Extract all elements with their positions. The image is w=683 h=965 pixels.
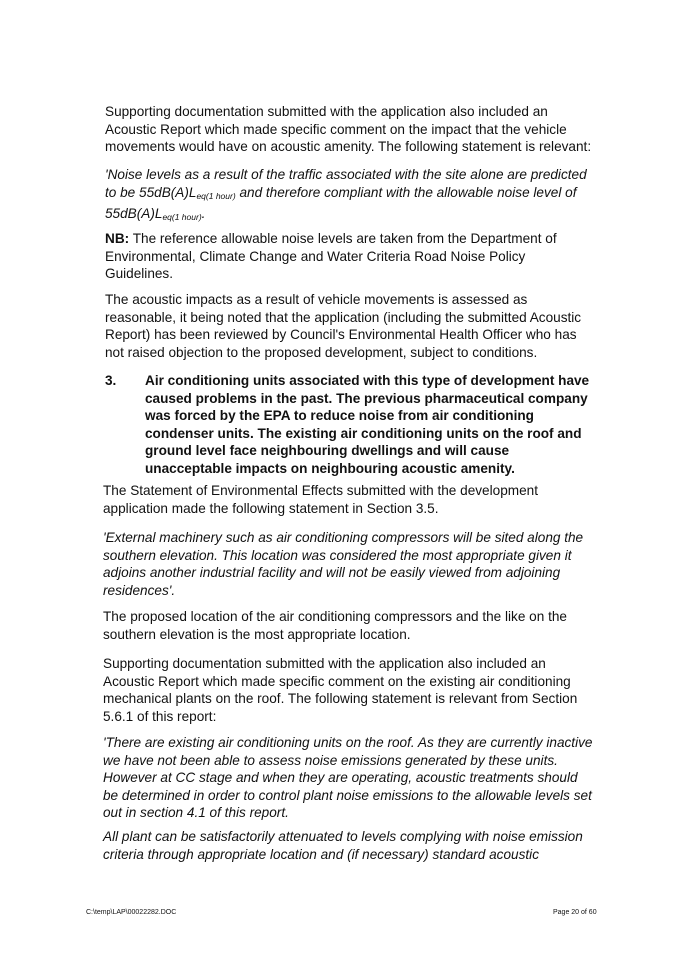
- quote-plant-attenuation: All plant can be satisfactorily attenuated to levels complying with noise emission criteria through appropriate location and (if necessary) standard acoustic: [103, 829, 583, 862]
- subscript-leq-2: eq(1 hour): [162, 212, 202, 223]
- footer-page-number: Page 20 of 60: [553, 909, 597, 916]
- quote-traffic-noise: [105, 166, 595, 227]
- point-heading-air-conditioning: Air conditioning units associated with this type of development have caused problems in the past. The previous pharmaceutical company was forced by the EPA to reduce noise from air conditioning condenser units. The existing air conditioning units on the roof and ground level face neighbouring dwellings and will cause unacceptable impacts on neighbouring acoustic amenity.: [145, 373, 590, 476]
- footer-file-path: C:\temp\LAP\00022282.DOC: [86, 909, 177, 916]
- paragraph-statement-env-effects: The Statement of Environmental Effects submitted with the development application made the following statement in Section 3.5.: [103, 483, 538, 516]
- quote-external-machinery: 'External machinery such as air conditioning compressors will be sited along the southern elevation. This location was considered the most appropriate given it adjoins another industrial facility and will not be easily viewed from adjoining residences'.: [103, 530, 584, 598]
- paragraph-compressor-location: The proposed location of the air conditioning compressors and the like on the southern elevation is the most appropriate location.: [103, 609, 567, 642]
- quote-traffic-noise-part-c: .: [201, 206, 206, 222]
- quote-traffic-noise-part-b: and therefore compliant with the allowable noise level of 55dB(A)L: [105, 184, 577, 222]
- nb-label: NB:: [105, 231, 130, 246]
- paragraph-acoustic-report-intro: Supporting documentation submitted with the application also included an Acoustic Report which made specific comment on the impact that the vehicle movements would have on acoustic amenity. The following statement is relevant:: [105, 104, 592, 155]
- quote-existing-units: 'There are existing air conditioning units on the roof. As they are currently inactive we have not been able to assess noise emissions generated by these units. However at CC stage and when they are operating, acoustic treatments should be determined in order to control plant noise emissions to the allowable levels set out in section 4.1 of this report.: [103, 735, 593, 821]
- subscript-leq-1: eq(1 hour): [196, 190, 236, 201]
- nb-note: [105, 230, 595, 283]
- paragraph-acoustic-impacts: The acoustic impacts as a result of vehicle movements is assessed as reasonable, it being noted that the application (including the submitted Acoustic Report) has been reviewed by Council's Environmental Health Officer who has not raised objection to the proposed development, subject to conditions.: [105, 292, 582, 360]
- nb-text: The reference allowable noise levels are taken from the Department of Environmental, Climate Change and Water Criteria Road Noise Policy Guidelines.: [105, 231, 557, 282]
- paragraph-acoustic-report-roof: Supporting documentation submitted with the application also included an Acoustic Report which made specific comment on the existing air conditioning mechanical plants on the roof. The following statement is relevant from Section 5.6.1 of this report:: [103, 656, 578, 724]
- point-number: 3.: [105, 373, 117, 388]
- quote-traffic-noise-part-a: 'Noise levels as a result of the traffic associated with the site alone are predicted to be 55dB(A)L: [105, 167, 587, 200]
